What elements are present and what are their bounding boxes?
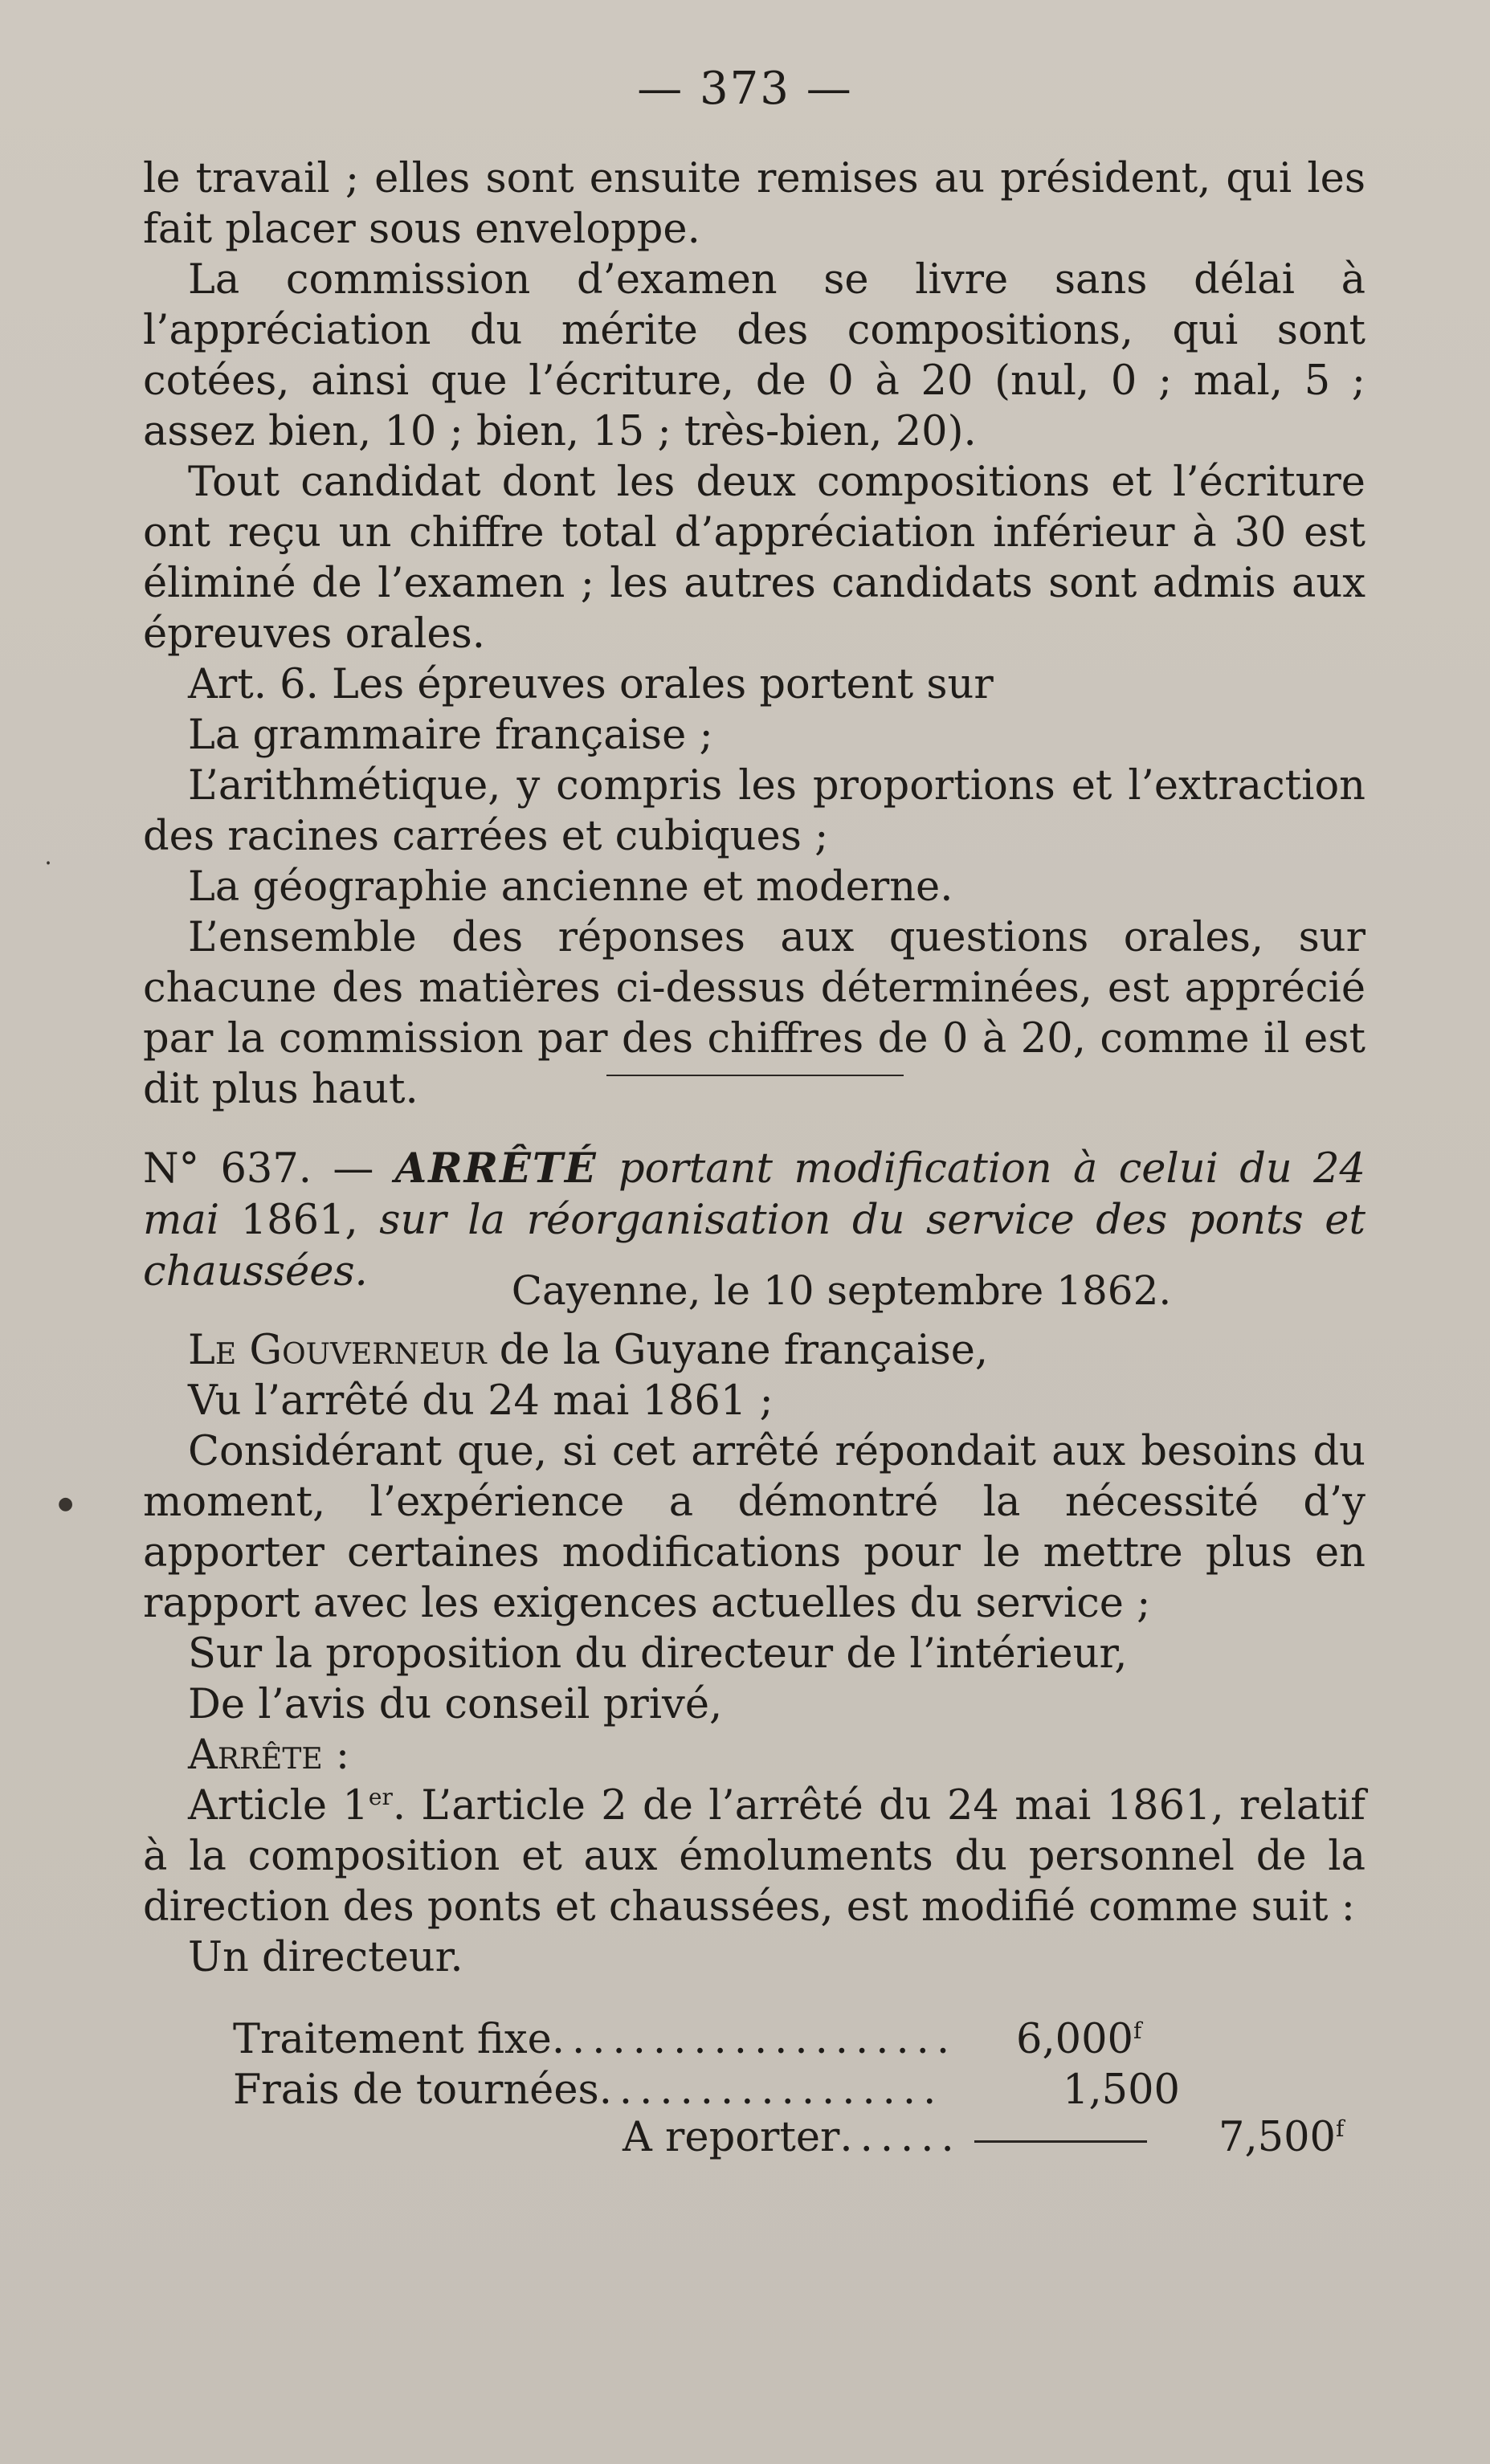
list-item: La géographie ancienne et moderne. [188,863,953,911]
dot-leader: ................. [598,2066,944,2114]
report-label: A reporter [623,2114,840,2161]
report-total [1219,2112,1344,2163]
arrete-title-line2: sur la réorganisation du service des ponts et chaussées. [143,1197,1365,1295]
arrete-body [143,1325,1365,1983]
governor-rest: de la Guyane française, [499,1327,989,1374]
article-text: . L’article 2 de l’arrêté du 24 mai 1861, relatif à la composition et aux émoluments du personnel de la direction des ponts et chaussées, est modifié comme suit : [143,1782,1365,1931]
paragraph: Vu l’arrêté du 24 mai 1861 ; [188,1377,774,1425]
amount-unit: f [1133,2017,1142,2044]
paragraph: La commission d’examen se livre sans délai à l’appréciation du mérite des compositions, qui sont cotées, ainsi que l’écriture, de 0 à 20 (nul, 0 ; mal, 5 ; assez bien, 10 ; bien, 15 ; très-bien, 20). [143,256,1365,455]
arrete-number: N° 637. — [143,1145,374,1193]
total-value: 7,500 [1219,2114,1337,2161]
paragraph: Considérant que, si cet arrêté répondait aux besoins du moment, l’expérience a démontré la nécessité d’y apporter certaines modifications pour le mettre plus en rapport avec les exigences actuelles du service ; [143,1428,1365,1627]
dateline: Cayenne, le 10 septembre 1862. [511,1267,1172,1314]
salary-amount [1063,2065,1180,2115]
arrete-year: 1861, [240,1197,358,1244]
dot-leader: ...... [839,2114,961,2161]
margin-dot: ● [58,1494,74,1514]
list-item: La grammaire française ; [188,712,713,759]
sum-rule [974,2140,1147,2143]
arrete-keyword-text: Arrête : [188,1732,350,1779]
paragraph: le travail ; elles sont ensuite remises au président, qui les fait placer sous enveloppe. [143,155,1365,253]
paragraph: De l’avis du conseil privé, [188,1681,723,1728]
list-item: L’arithmétique, y compris les proportions et l’extraction des racines carrées et cubiques ; [143,762,1365,860]
salary-label: Traitement fixe [233,2016,552,2063]
total-unit: f [1336,2115,1345,2142]
article-sup: er [368,1784,393,1810]
salary-line [233,2065,943,2115]
governor-line [143,1325,1365,1376]
arrete-word: ARRÊTÉ [394,1144,598,1193]
governor-prefix: Le Gouverneur [188,1327,487,1374]
article-prefix: Article 1 [188,1782,369,1830]
salary-amount [1016,2014,1141,2065]
article-1 [143,1781,1365,1932]
salary-line [233,2014,957,2065]
paragraph: Sur la proposition du directeur de l’intérieur, [188,1630,1128,1678]
page-number: — 373 — [637,63,853,115]
salary-label: Frais de tournées [233,2066,599,2114]
arrete-keyword [143,1730,1365,1781]
dot-leader: .................... [551,2016,957,2063]
paragraph: Tout candidat dont les deux compositions et l’écriture ont reçu un chiffre total d’appréciation inférieur à 30 est éliminé de l’examen ; les autres candidats sont admis aux épreuves orales. [143,459,1365,658]
arrete-title-line1: portant modification à celui du 24 mai [143,1145,1365,1244]
top-section [143,153,1365,1115]
section-divider [606,1075,904,1076]
report-line [623,2112,961,2163]
margin-mark: ⸱ [45,850,52,878]
paragraph-article-6: Art. 6. Les épreuves orales portent sur [188,661,994,708]
paragraph: L’ensemble des réponses aux questions orales, sur chacune des matières ci-dessus déterminées, est apprécié par la commission par des chiffres de 0 à 20, comme il est dit plus haut. [143,914,1365,1113]
amount-value: 6,000 [1016,2016,1134,2063]
directeur-line: Un directeur. [188,1934,463,1981]
amount-value: 1,500 [1063,2066,1181,2114]
